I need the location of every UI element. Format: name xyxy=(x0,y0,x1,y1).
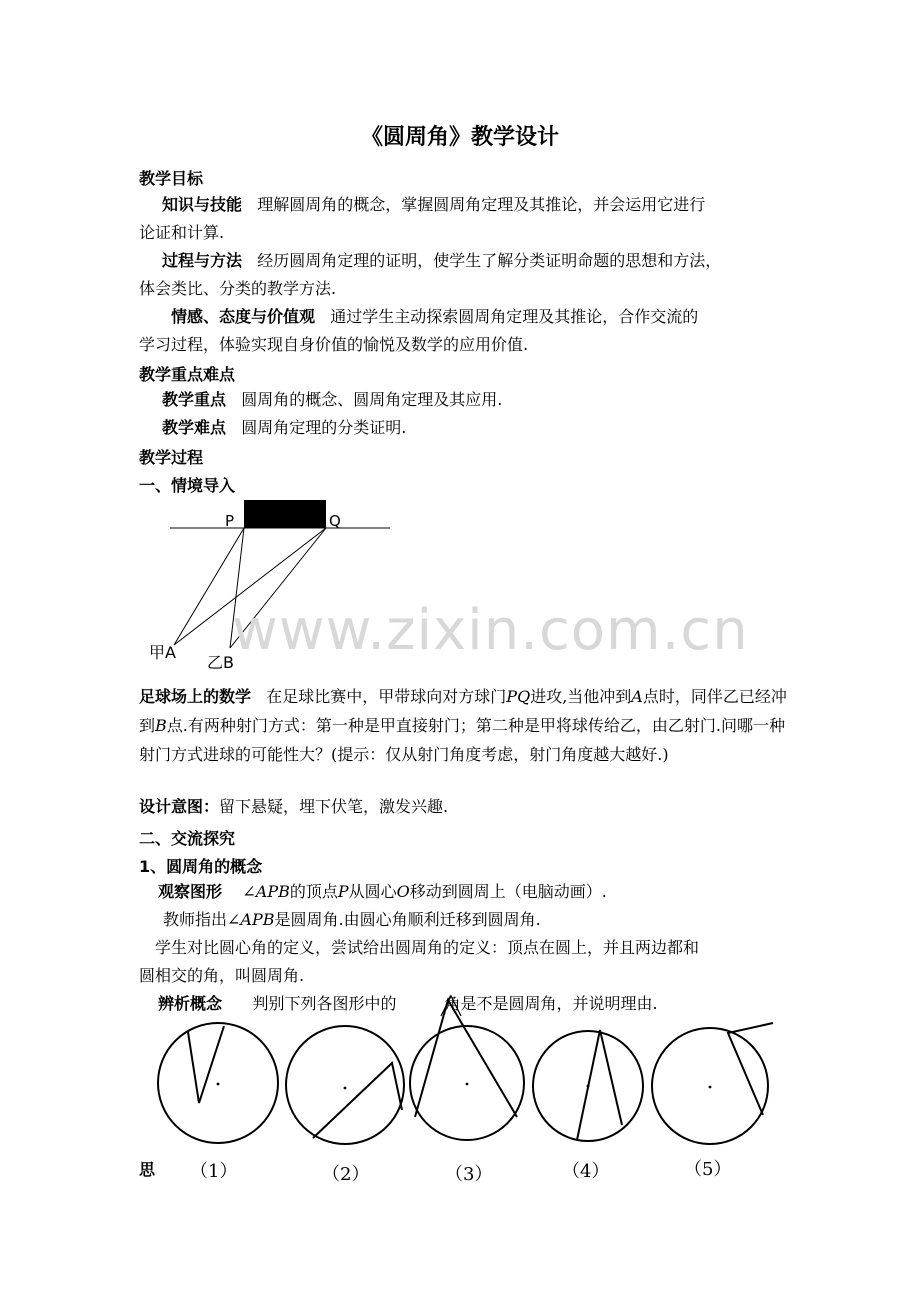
knowledge-label: 知识与技能 xyxy=(162,195,243,214)
teacher-rest: 是圆周角.由圆心角顺利迁移到圆周角. xyxy=(274,910,541,929)
student-line2: 圆相交的角，叫圆周角. xyxy=(139,966,305,985)
observe-mid2: 从圆心 xyxy=(348,882,397,901)
emotion-line2: 学习过程，体验实现自身价值的愉悦及数学的应用价值. xyxy=(139,335,529,354)
key-points-heading: 教学重点难点 xyxy=(139,365,236,384)
observe-angle: ∠ xyxy=(242,882,256,901)
trailing-char: 思 xyxy=(139,1160,156,1179)
watermark: www.zixin.com.cn xyxy=(232,598,749,663)
observe-o: O xyxy=(396,882,410,901)
circle-1-angle xyxy=(188,1026,224,1103)
focus-label: 教学重点 xyxy=(162,390,227,409)
circle-2 xyxy=(286,1026,404,1144)
teacher-apb: APB xyxy=(240,910,275,929)
label-a: 甲A xyxy=(149,643,176,662)
center-dot-5 xyxy=(709,1086,712,1089)
page-title: 《圆周角》教学设计 xyxy=(360,125,559,150)
difficulty-label: 教学难点 xyxy=(162,418,227,437)
center-dot-4 xyxy=(587,1085,590,1088)
circle-label-3: （3） xyxy=(445,1164,493,1185)
soccer-pq: PQ xyxy=(506,687,531,706)
center-dot-1 xyxy=(217,1083,220,1086)
circle-label-1: （1） xyxy=(190,1161,238,1182)
teacher-pre: 教师指出∠ xyxy=(163,910,241,929)
process-label: 过程与方法 xyxy=(162,251,243,270)
emotion-text1: 通过学生主动探索圆周角定理及其推论，合作交流的 xyxy=(330,307,699,326)
center-dot-2 xyxy=(344,1087,347,1090)
observe-p: P xyxy=(337,882,349,901)
emotion-label: 情感、态度与价值观 xyxy=(171,307,316,326)
objectives-heading: 教学目标 xyxy=(139,169,204,188)
teacher-line xyxy=(163,910,823,930)
soccer-label: 足球场上的数学 xyxy=(139,687,252,706)
circles-figure xyxy=(0,990,920,1160)
section2-heading: 二、交流探究 xyxy=(139,829,236,848)
soccer-b: B xyxy=(155,716,167,735)
soccer-text-1: 在足球比赛中，甲带球向对方球门 xyxy=(266,687,507,706)
goal-rect xyxy=(244,500,326,528)
knowledge-line2: 论证和计算. xyxy=(139,223,225,242)
design-intent-label: 设计意图： xyxy=(139,797,220,816)
design-intent-text: 留下悬疑，埋下伏笔，激发兴趣. xyxy=(219,797,449,816)
circle-label-4: （4） xyxy=(562,1161,610,1182)
observe-line xyxy=(158,882,818,902)
student-line1: 学生对比圆心角的定义，尝试给出圆周角的定义：顶点在圆上，并且两边都和 xyxy=(155,938,700,957)
circle-2-angle xyxy=(313,1063,402,1138)
label-b: 乙B xyxy=(207,653,234,672)
soccer-text-2: 进攻,当他冲到 xyxy=(530,687,632,706)
analyze-label: 辨析概念 xyxy=(158,994,223,1013)
soccer-text-4: 点.有两种射门方式：第一种是甲直接射门；第二种是甲将球传给乙，由乙射门.问哪一种射门方式进球的可能性大？(提示：仅从射门角度考虑，射门角度越大越好.) xyxy=(139,716,785,764)
knowledge-text1: 理解圆周角的概念，掌握圆周角定理及其推论，并会运用它进行 xyxy=(257,195,706,214)
circle-4-angle xyxy=(577,1030,622,1140)
circle-label-5: （5） xyxy=(684,1159,732,1180)
observe-label: 观察图形 xyxy=(158,882,223,901)
process-text1: 经历圆周角定理的证明，使学生了解分类证明命题的思想和方法， xyxy=(257,251,722,270)
analyze-rest: 角是不是圆周角，并说明理由. xyxy=(444,994,658,1013)
label-q: Q xyxy=(329,512,341,530)
focus-text: 圆周角的概念、圆周角定理及其应用. xyxy=(241,390,503,409)
analyze-pre: 判别下列各图形中的 xyxy=(252,994,397,1013)
observe-rest: 移动到圆周上（电脑动画）. xyxy=(409,882,607,901)
section2-sub1: 1、圆周角的概念 xyxy=(139,857,263,876)
process-heading: 教学过程 xyxy=(139,448,204,467)
center-dot-3 xyxy=(466,1083,469,1086)
observe-apb: APB xyxy=(255,882,290,901)
circle-3-angle xyxy=(415,1000,517,1117)
soccer-text-3: 点时，同伴乙已经冲到 xyxy=(139,687,787,735)
section1-heading: 一、情境导入 xyxy=(139,476,236,495)
soccer-a: A xyxy=(631,687,643,706)
process-line2: 体会类比、分类的教学方法. xyxy=(139,279,337,298)
observe-mid: 的顶点 xyxy=(289,882,338,901)
soccer-paragraph xyxy=(139,682,789,769)
difficulty-text: 圆周角定理的分类证明. xyxy=(241,418,407,437)
design-intent xyxy=(139,797,799,817)
label-p: P xyxy=(225,512,235,530)
circle-label-2: （2） xyxy=(322,1164,370,1185)
